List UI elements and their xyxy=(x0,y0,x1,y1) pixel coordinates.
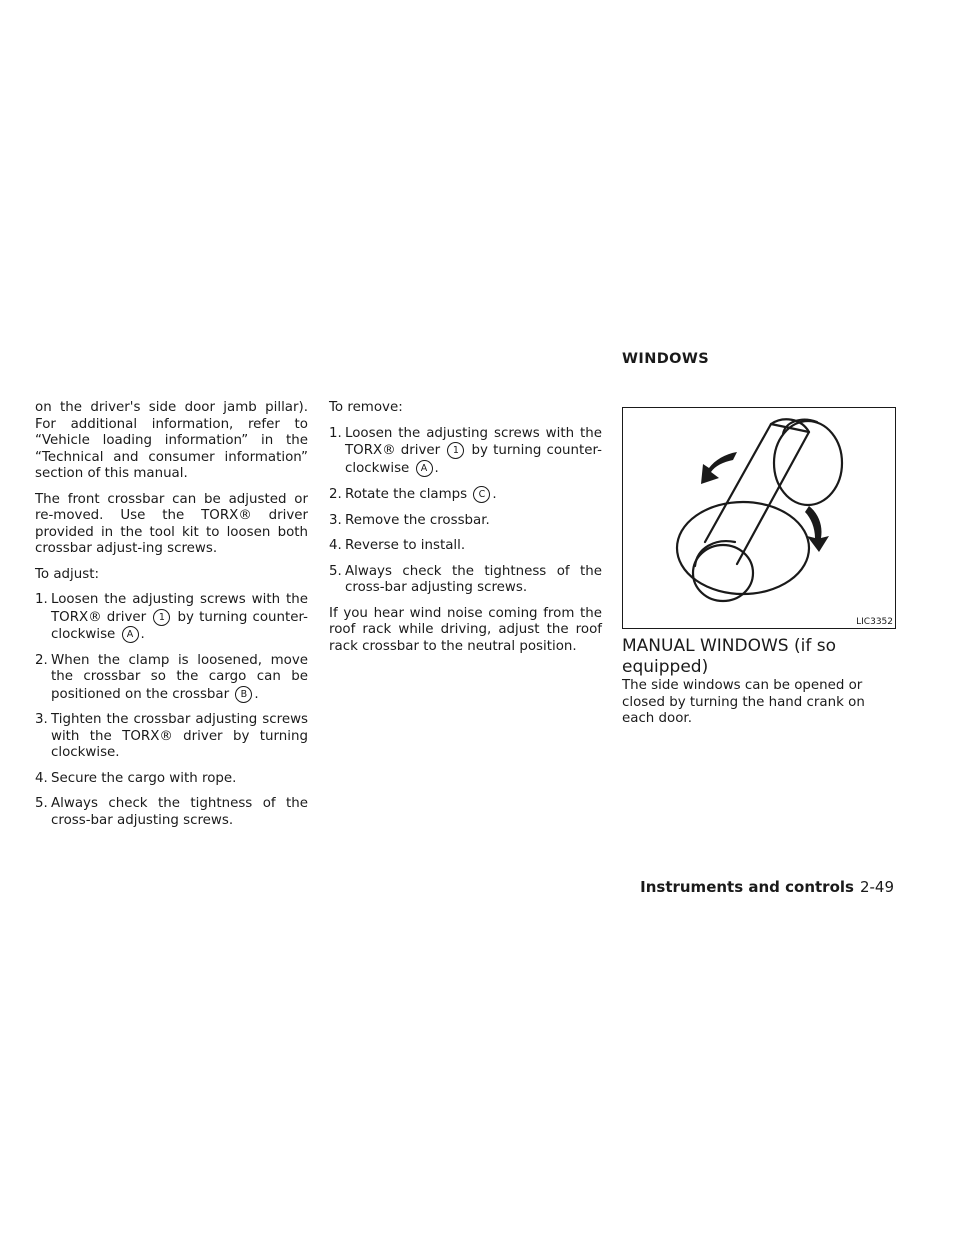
adjust-step-5: 5. Always check the tightness of the cross-bar adjusting screws. xyxy=(35,796,308,828)
adjust-step-3: 3. Tighten the crossbar adjusting screws with the TORX® driver by turning clockwise. xyxy=(35,712,308,760)
page-footer xyxy=(640,878,894,896)
remove-step-4: 4. Reverse to install. xyxy=(329,538,466,553)
crossbar-paragraph: The front crossbar can be adjusted or re-moved. Use the TORX® driver provided in the tool kit to loosen both crossbar adjust-ing screws. xyxy=(35,491,308,556)
callout-a-icon: A xyxy=(416,460,433,477)
adjust-step-4: 4. Secure the cargo with rope. xyxy=(35,770,237,786)
callout-1-icon: 1 xyxy=(447,442,464,459)
remove-step-2: 2. Rotate the clamps C . xyxy=(329,487,497,502)
remove-step-5: 5. Always check the tightness of the cross-bar adjusting screws. xyxy=(329,563,602,595)
page-number: 2-49 xyxy=(859,878,894,896)
remove-step-3: 3. Remove the crossbar. xyxy=(329,512,490,528)
manual-windows-heading: MANUAL WINDOWS (if so equipped) xyxy=(622,636,836,677)
left-column xyxy=(35,400,308,838)
adjust-heading: To adjust: xyxy=(35,566,100,582)
callout-1-icon: 1 xyxy=(153,609,170,626)
remove-step-1: 1. Loosen the adjusting screws with the TORX® driver 1 by turning counter-clockwise A . xyxy=(329,425,602,476)
chapter-title: Instruments and controls xyxy=(640,878,854,896)
remove-heading: To remove: xyxy=(329,400,403,415)
callout-c-icon: C xyxy=(473,486,490,503)
callout-b-icon: B xyxy=(235,686,252,703)
adjust-step-1: 1. Loosen the adjusting screws with the TORX® driver 1 by turning counter-clockwise A . xyxy=(35,592,308,642)
middle-column xyxy=(329,400,602,664)
manual-windows-text: The side windows can be opened or closed by turning the hand crank on each door. xyxy=(622,678,865,726)
window-crank-figure xyxy=(622,407,896,629)
figure-code: LIC3352 xyxy=(856,617,893,627)
intro-paragraph: on the driver's side door jamb pillar). For additional information, refer to “Vehicle loading information” in the “Technical and consumer information” section of this manual. xyxy=(35,400,308,481)
adjust-step-2: 2. When the clamp is loosened, move the crossbar so the cargo can be positioned on the crossbar B . xyxy=(35,652,308,702)
window-crank-illustration-icon xyxy=(623,408,895,628)
wind-noise-paragraph: If you hear wind noise coming from the roof rack while driving, adjust the roof rack crossbar to the neutral position. xyxy=(329,605,602,654)
section-title: WINDOWS xyxy=(622,351,710,367)
callout-a-icon: A xyxy=(122,626,139,643)
